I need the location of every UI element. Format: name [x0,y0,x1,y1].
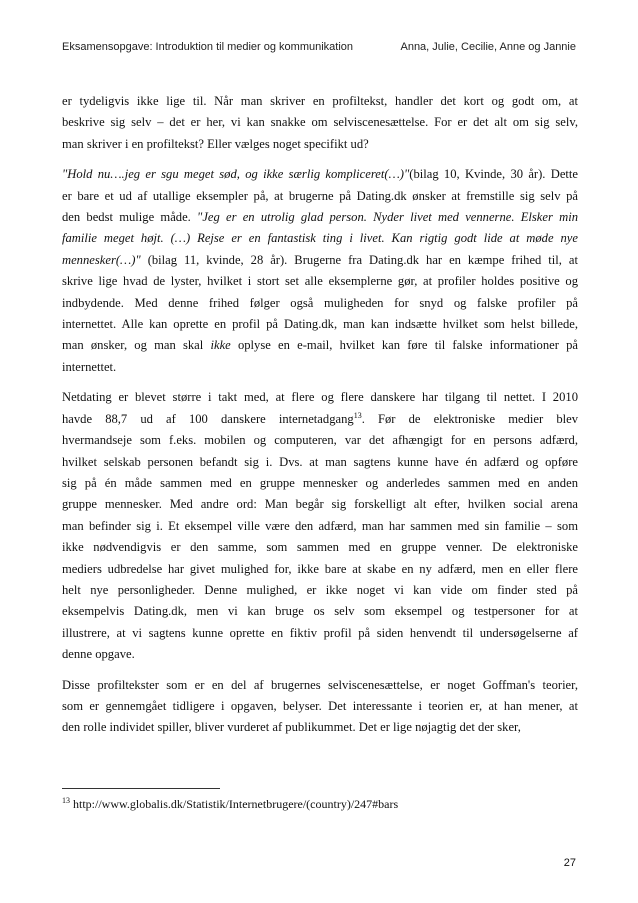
text-run: man ønsker, og man skal [62,338,211,353]
page-header [62,41,576,57]
text-line [62,271,578,292]
text-line [62,250,578,271]
text-run: er bare et ud af utallige eksempler på, at brugerne på Dating.dk ønsker at fremstille sig selv på [62,188,578,203]
page-number: 27 [563,857,576,869]
footnote-link-text: http://www.globalis.dk/Statistik/Internetbrugere/(country)/247#bars [70,797,399,811]
text-line [62,112,578,133]
quote-text: mennesker(…)" [62,252,141,267]
text-run: som er gennemgået tidligere i opgaven, belyser. Det interessante i teorien er, at han mener, at [62,698,578,713]
text-line [62,717,578,738]
text-line [62,409,578,430]
header-title: Eksamensopgave: Introduktion til medier og kommunikation [62,41,354,53]
text-line [62,207,578,228]
text-run: sig på én måde sammen med en gruppe mennesker og anderledes sammen med en anden [62,475,578,490]
footnote-reference: 13 [353,410,362,420]
paragraph [62,675,578,739]
text-line [62,186,578,207]
text-line [62,580,578,601]
text-run: Netdating er blevet større i takt med, at flere og flere danskere har tilgang til nettet. I 2010 [62,390,578,405]
text-run: . Før de elektroniske medier blev [361,411,579,426]
header-authors: Anna, Julie, Cecilie, Anne og Jannie [400,41,576,53]
text-line [62,314,578,335]
text-run: hvermandseje som f.eks. mobilen og computeren, var det afhængigt for en persons adfærd, [62,433,578,448]
text-run: (bilag 11, kvinde, 28 år). Brugerne fra Dating.dk har en kæmpe frihed til, at [140,252,578,267]
text-run: den bedst mulige måde. [62,210,198,225]
text-line [62,335,578,356]
paragraph [62,387,578,665]
text-run: Disse profiltekster som er en del af brugernes selviscenesættelse, er noget Goffman's teorier, [62,677,578,692]
text-line [62,387,578,408]
text-run: illustrere, at vi sagtens kunne oprette en fiktiv profil på siden henvendt til undersøgelserne af [62,625,578,640]
text-line [62,134,578,155]
text-run: den rolle individet spiller, bliver vurderet af publikummet. Det er lige nøjagtig det der sker, [62,720,521,735]
text-run: eksempelvis Dating.dk, men vi kan bruge os selv som eksempel og testpersoner for at [62,604,578,619]
text-line [62,473,578,494]
text-run: internettet. [62,359,117,374]
text-line [62,164,578,185]
text-line [62,516,578,537]
text-run: ikke nødvendigvis er den samme, som sammen med en gruppe venner. De elektroniske [62,540,578,555]
text-run: internettet. Alle kan oprette en profil på Dating.dk, man kan indsætte hvilket som helst billede, [62,317,578,332]
text-line [62,675,578,696]
text-line [62,623,578,644]
text-line [62,430,578,451]
text-run: denne opgave. [62,647,135,662]
text-run: hvilket selskab personen befandt sig i. Dvs. at man sagtens kunne have én adfærd og opføre [62,454,578,469]
text-run: beskrive sig selv – det er her, vi kan snakke om selviscenesættelse. For er det alt om sig selv, [62,115,578,130]
quote-text: "Jeg er en utrolig glad person. Nyder livet med vennerne. Elsker min [197,210,578,225]
paragraph [62,164,578,378]
text-line [62,293,578,314]
footnote-divider [62,788,220,789]
text-line [62,696,578,717]
text-run: mediers udbredelse har givet mulighed for, ikke bare at skabe en ny adfærd, men en eller flere [62,561,578,576]
quote-text: ikke [210,338,231,353]
text-run: (bilag 10, Kvinde, 30 år). Dette [409,167,579,182]
body-text [62,91,578,748]
text-run: gruppe mennesker. Med andre ord: Man begår sig forskelligt alt efter, hvilken social arena [62,497,578,512]
text-line [62,494,578,515]
text-run: man befinder sig i. Et eksempel ville være den adfærd, man har sammen med sin familie – som [62,518,578,533]
text-line [62,91,578,112]
text-run: skrive lige hvad de lyster, hvilket i stort set alle eksemplerne gør, at profiler holdes positive og [62,274,578,289]
text-run: oplyse en e-mail, hvilket kan føre til falske informationer på [230,338,578,353]
text-run: indbydende. Med denne frihed følger også muligheden for snyd og falske profiler på [62,295,578,310]
text-run: man skriver i en profiltekst? Eller vælges noget specifikt ud? [62,136,369,151]
text-run: helt nye personligheder. Denne mulighed, er ikke noget vi kan vide om finder sted på [62,582,578,597]
quote-text: "Hold nu….jeg er sgu meget sød, og ikke særlig kompliceret(…)" [62,167,410,182]
quote-text: familie meget højt. (…) Rejse er en fantastisk ting i livet. Kan rigtig godt lide at møde nye [62,231,578,246]
text-line [62,357,578,378]
text-line [62,601,578,622]
text-line [62,644,578,665]
footnote-marker: 13 [62,796,70,805]
paragraph [62,91,578,155]
footnote [62,796,398,812]
text-run: havde 88,7 ud af 100 danskere internetadgang [62,411,354,426]
text-line [62,537,578,558]
text-line [62,452,578,473]
text-line [62,559,578,580]
text-line [62,228,578,249]
text-run: er tydeligvis ikke lige til. Når man skriver en profiltekst, handler det kort og godt om, at [62,94,578,108]
